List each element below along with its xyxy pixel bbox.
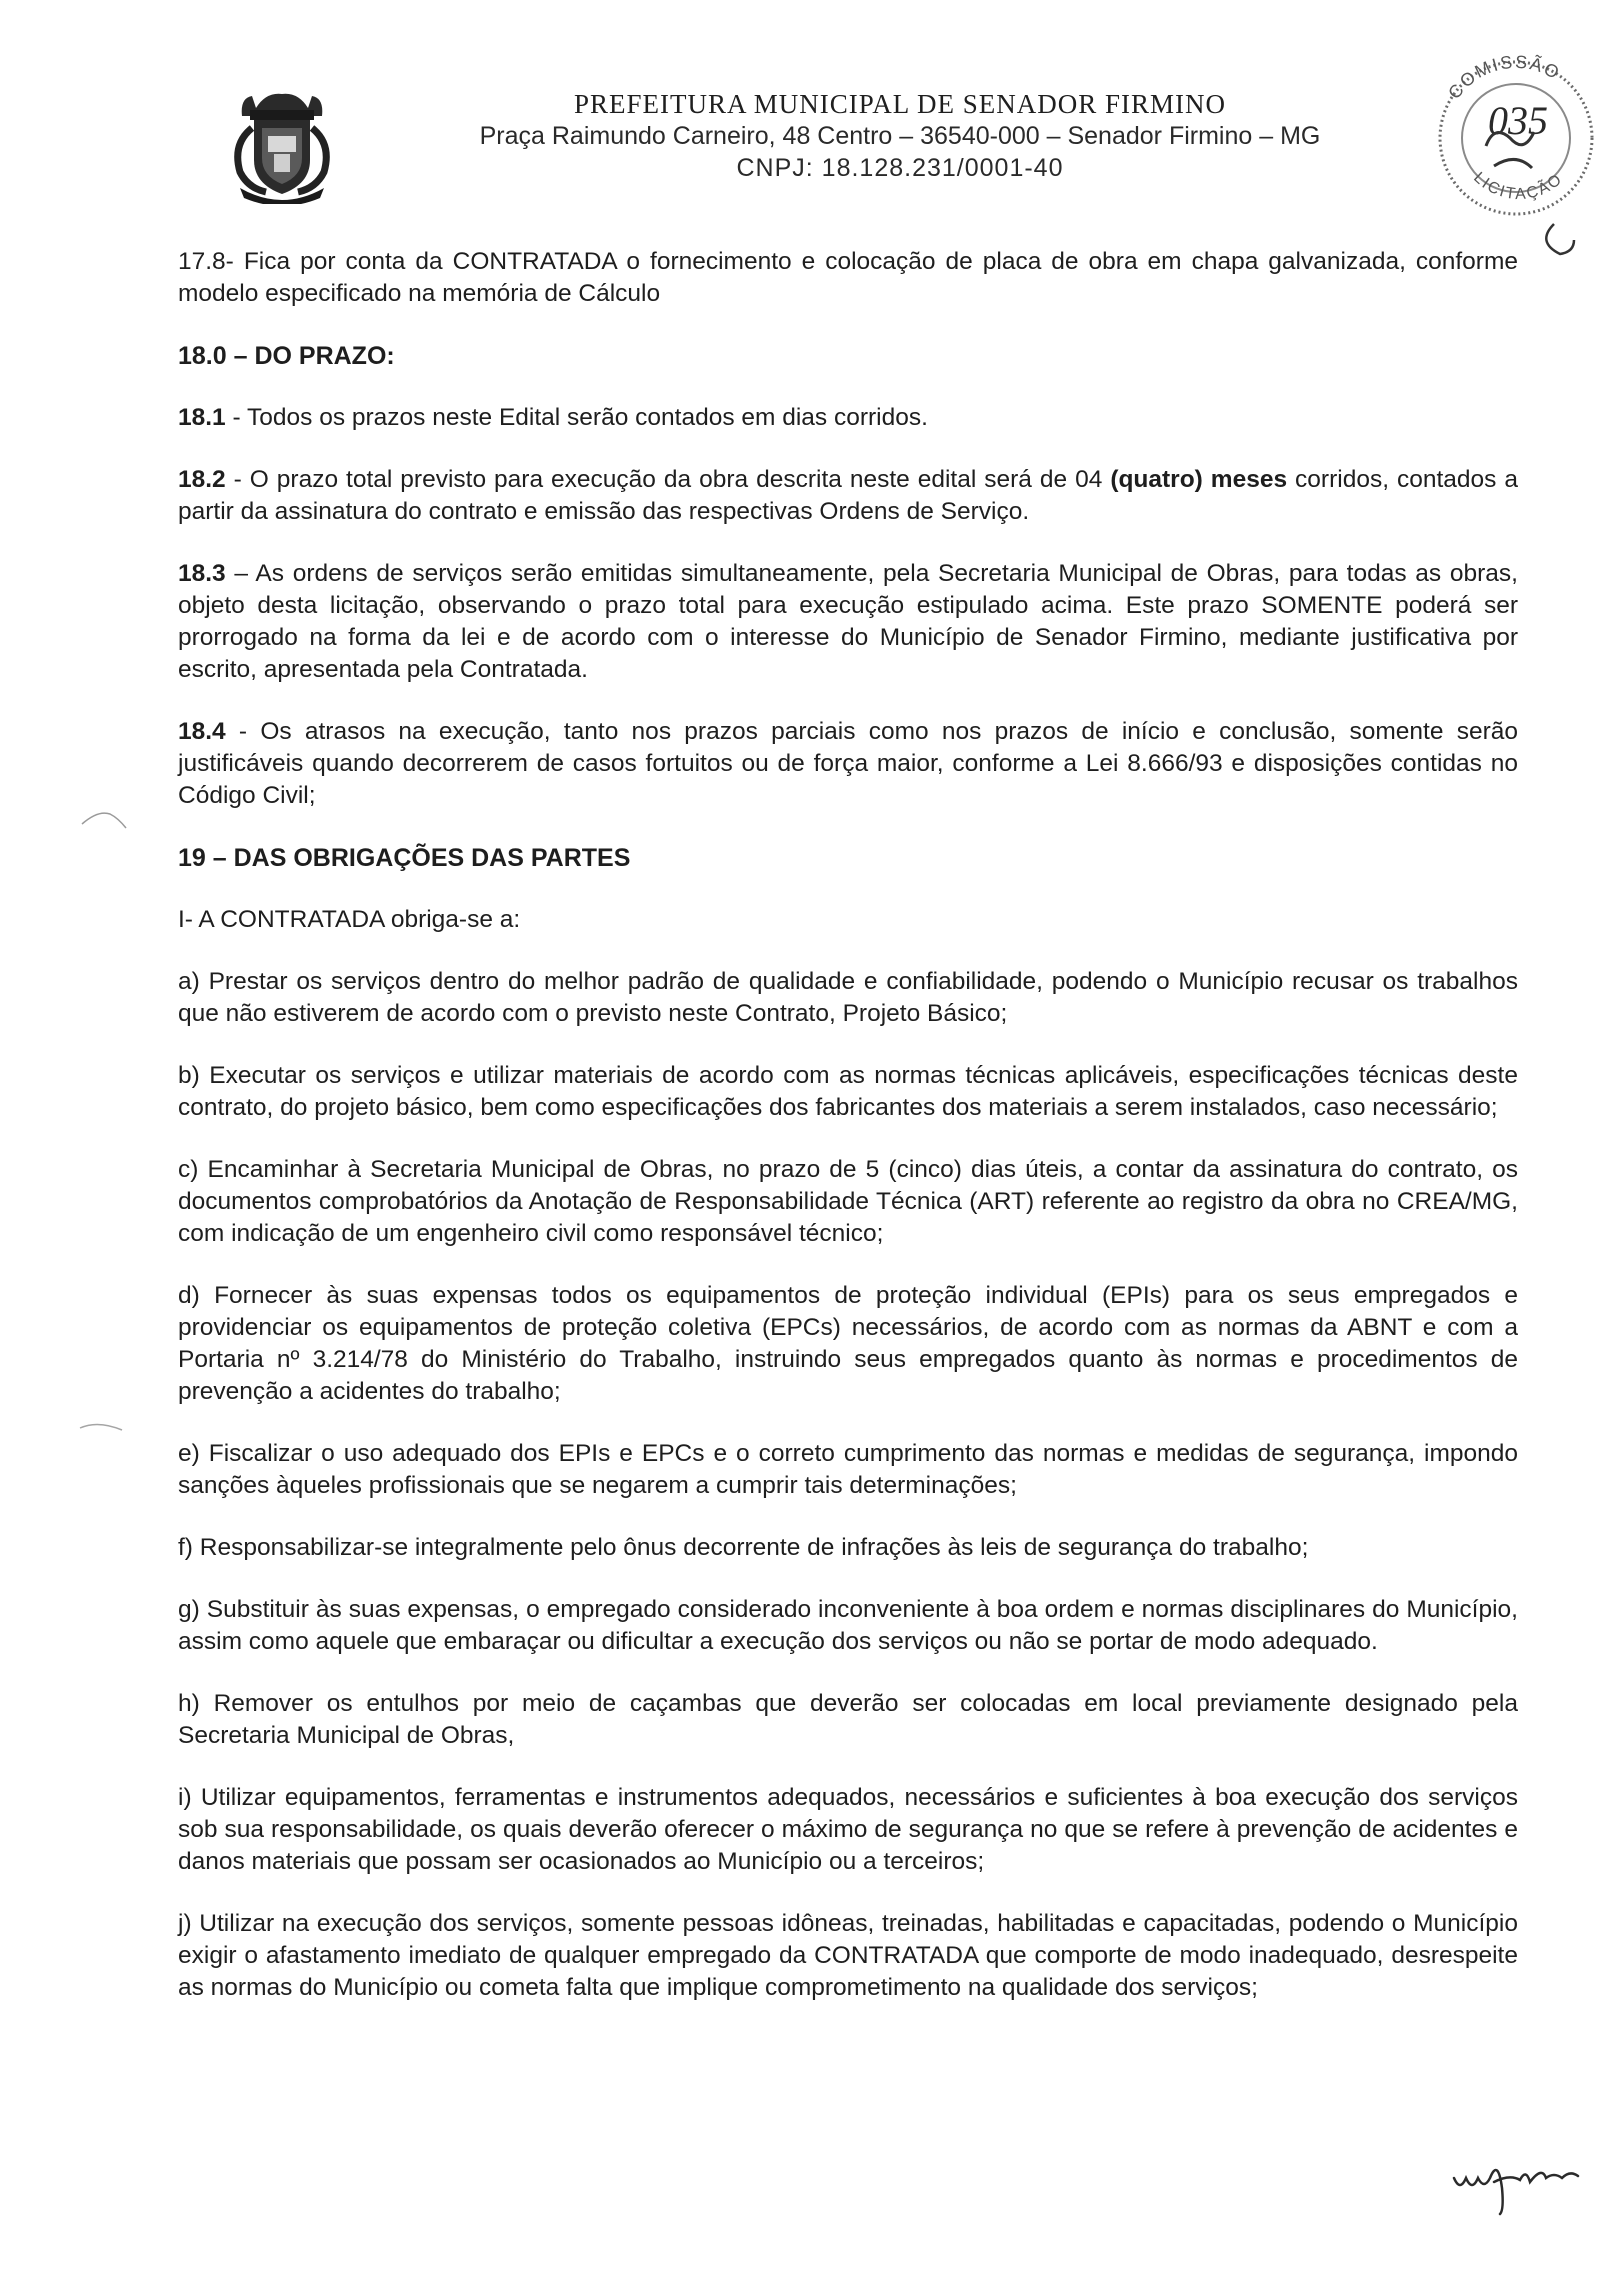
obligation-item: a) Prestar os serviços dentro do melhor padrão de qualidade e confiabilidade, podendo o Município recusar os trabalhos que não estiverem de acordo com o previsto neste Contrato, Projeto Básico; xyxy=(178,968,1518,1027)
clause-number: 18.4 xyxy=(178,718,226,745)
clause-text: - Os atrasos na execução, tanto nos prazos parciais como nos prazos de início e conclusão, somente serão justificáveis quando decorrerem de casos fortuitos ou de força maior, conforme a Lei 8.666/93 e disposições contidas no Código Civil; xyxy=(178,718,1518,809)
letterhead xyxy=(380,88,1420,184)
obligation-item: j) Utilizar na execução dos serviços, somente pessoas idôneas, treinadas, habilitadas e capacitadas, podendo o Município exigir o afastamento imediato de qualquer empregado da CONTRATADA que comporte de modo inadequado, desrespeite as normas do Município ou cometa falta que implique comprometimento na qualidade dos serviços; xyxy=(178,1910,1518,2001)
clause-number: 18.3 xyxy=(178,560,226,587)
clause-text: - O prazo total previsto para execução da obra descrita neste edital será de 04 xyxy=(225,466,1111,493)
coat-of-arms-icon xyxy=(222,88,342,204)
stamp-bottom-text: LICITAÇÃO xyxy=(1470,169,1567,204)
section-heading-19: 19 – DAS OBRIGAÇÕES DAS PARTES xyxy=(178,844,631,872)
organization-cnpj: CNPJ: 18.128.231/0001-40 xyxy=(736,154,1064,182)
handwritten-initials xyxy=(1450,2148,1600,2218)
obligation-item: b) Executar os serviços e utilizar materiais de acordo com as normas técnicas aplicáveis, especificações técnicas deste contrato, do projeto básico, bem como especificações dos fabricantes dos materiais a serem instalados, caso necessário; xyxy=(178,1062,1518,1121)
obligations-intro: I- A CONTRATADA obriga-se a: xyxy=(178,906,521,933)
document-body xyxy=(178,246,1518,2034)
section-heading-18: 18.0 – DO PRAZO: xyxy=(178,342,395,370)
clause-emphasis: (quatro) meses xyxy=(1110,466,1288,493)
svg-text:COMISSÃO xyxy=(1444,52,1564,103)
clause-18-4 xyxy=(178,716,1518,812)
obligation-item: d) Fornecer às suas expensas todos os equipamentos de proteção individual (EPIs) para os seus empregados e providenciar os equipamentos de proteção coletiva (EPCs) necessários, de acordo com as normas da ABNT e com a Portaria nº 3.214/78 do Ministério do Trabalho, instruindo seus empregados quanto às normas e procedimentos de prevenção a acidentes do trabalho; xyxy=(178,1282,1518,1405)
clause-text: – As ordens de serviços serão emitidas simultaneamente, pela Secretaria Municipal de Obras, para todas as obras, objeto desta licitação, observando o prazo total para execução estipulado acima. Este prazo SOMENTE poderá ser prorrogado na forma da lei e de acordo com o interesse do Município de Senador Firmino, mediante justificativa por escrito, apresentada pela Contratada. xyxy=(178,560,1518,683)
organization-name: PREFEITURA MUNICIPAL DE SENADOR FIRMINO xyxy=(573,89,1227,119)
obligation-item: e) Fiscalizar o uso adequado dos EPIs e EPCs e o correto cumprimento das normas e medidas de segurança, impondo sanções àqueles profissionais que se negarem a cumprir tais determinações; xyxy=(178,1440,1518,1499)
obligation-item: g) Substituir às suas expensas, o empregado considerado inconveniente à boa ordem e normas disciplinares do Município, assim como aquele que embaraçar ou dificultar a execução dos serviços ou não se portar de modo adequado. xyxy=(178,1596,1518,1655)
scan-mark xyxy=(78,1416,128,1436)
clause-number: 18.1 xyxy=(178,404,226,431)
commission-stamp xyxy=(1424,28,1594,258)
obligation-item: f) Responsabilizar-se integralmente pelo ônus decorrente de infrações às leis de segurança do trabalho; xyxy=(178,1534,1309,1561)
stamp-top-text: COMISSÃO xyxy=(1444,51,1565,103)
scan-mark xyxy=(80,802,130,832)
clause-text: - Todos os prazos neste Edital serão contados em dias corridos. xyxy=(225,404,928,431)
clause-number: 18.2 xyxy=(178,466,226,493)
svg-text:LICITAÇÃO xyxy=(1470,169,1566,203)
stamp-page-number: 035 xyxy=(1488,98,1548,143)
obligation-item: i) Utilizar equipamentos, ferramentas e instrumentos adequados, necessários e suficientes à boa execução dos serviços sob sua responsabilidade, os quais deverão oferecer o máximo de segurança no que se refere à prevenção de acidentes e danos materiais que possam ser ocasionados ao Município ou a terceiros; xyxy=(178,1784,1518,1875)
clause-17-8: 17.8- Fica por conta da CONTRATADA o fornecimento e colocação de placa de obra em chapa galvanizada, conforme modelo especificado na memória de Cálculo xyxy=(178,248,1518,307)
clause-18-3 xyxy=(178,558,1518,686)
clause-text: corridos, contados a partir da assinatura do contrato e emissão das respectivas Ordens de Serviço. xyxy=(178,466,1518,525)
obligation-item: h) Remover os entulhos por meio de caçambas que deverão ser colocadas em local previamente designado pela Secretaria Municipal de Obras, xyxy=(178,1690,1518,1749)
clause-18-1 xyxy=(178,402,1518,434)
clause-18-2 xyxy=(178,464,1518,528)
organization-address: Praça Raimundo Carneiro, 48 Centro – 36540-000 – Senador Firmino – MG xyxy=(479,122,1321,150)
obligation-item: c) Encaminhar à Secretaria Municipal de Obras, no prazo de 5 (cinco) dias úteis, a contar da assinatura do contrato, os documentos comprobatórios da Anotação de Responsabilidade Técnica (ART) referente ao registro da obra no CREA/MG, com indicação de um engenheiro civil como responsável técnico; xyxy=(178,1156,1518,1247)
